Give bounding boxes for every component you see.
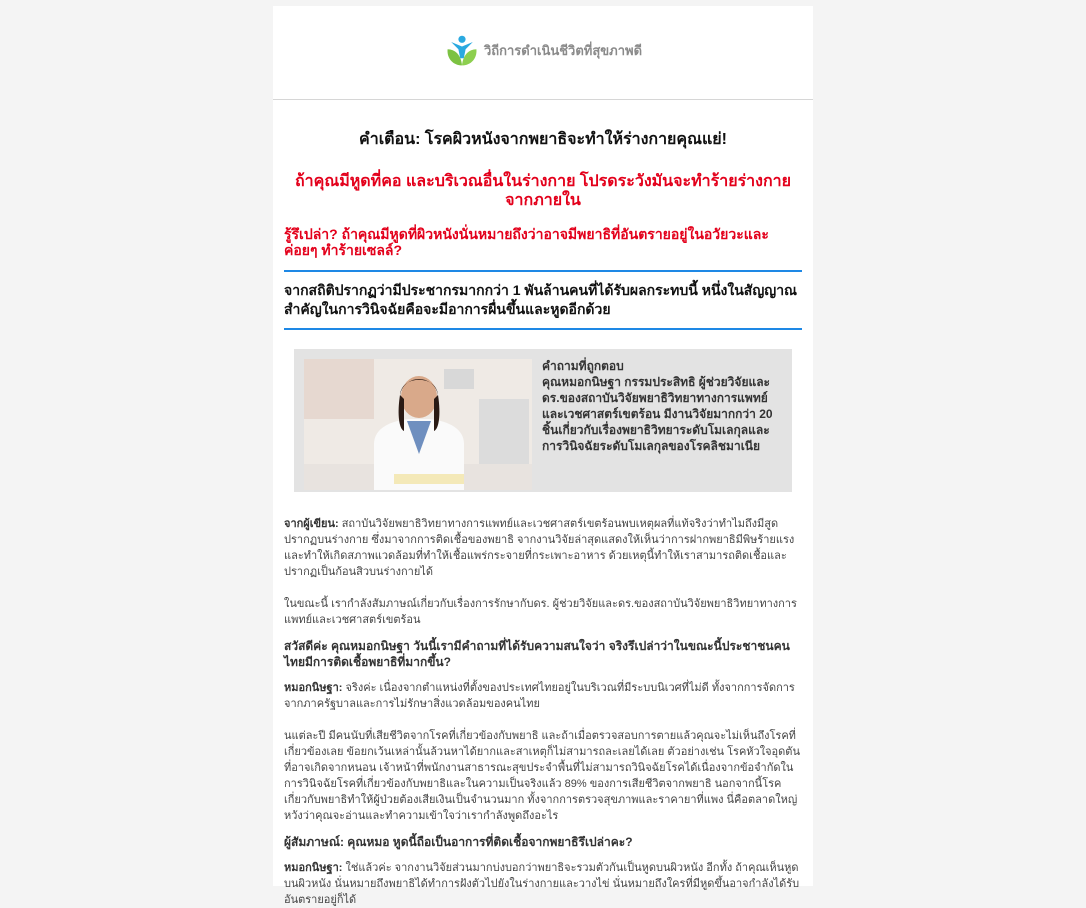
answer-2 — [284, 860, 802, 908]
author-label: จากผู้เขียน: — [284, 518, 339, 530]
red-subheadline: ถ้าคุณมีหูดที่คอ และบริเวณอื่นในร่างกาย โปรดระวังมันจะทำร้ายร่างกายจากภายใน — [294, 173, 792, 209]
doctor-photo — [304, 359, 532, 490]
answer-2-text: ใช่แล้วค่ะ จากงานวิจัยส่วนมากบ่งบอกว่าพยาธิจะรวมตัวกันเป็นหูดบนผิวหนัง อีกทั้ง ถ้าคุณเห็นหูดบนผิวหนัง นั่นหมายถึงพยาธิได้ทำการฝังตัวไปยังในร่างกายและวางไข่ นั่นหมายถึงใครที่มีหูดขึ้นอาจกำลังได้รับอันตรายอยู่ก็ได้ — [284, 862, 800, 906]
doctor-illustration-icon — [304, 359, 532, 490]
red-note: รู้รึเปล่า? ถ้าคุณมีหูดที่ผิวหนังนั่นหมายถึงว่าอาจมีพยาธิที่อันตรายอยู่ในอวัยวะและค่อยๆ ทำร้ายเซลล์? — [284, 226, 769, 258]
answer-1-text: จริงค่ะ เนื่องจากตำแหน่งที่ตั้งของประเทศไทยอยู่ในบริเวณที่มีระบบนิเวศที่ไม่ดี ทั้งจากการจัดการจากภาครัฐบาลและการไม่รักษาสิ่งแวดล้อมของคนไทย — [284, 682, 795, 710]
article-headline: คำเตือน: โรคผิวหนังจากพยาธิจะทำให้ร่างกายคุณแย่! — [359, 131, 727, 148]
expert-bio — [542, 358, 782, 482]
statistic-callout — [284, 270, 802, 330]
answer-2-label: หมอกนิษฐา: — [284, 862, 343, 874]
article-body — [273, 127, 813, 908]
article-page — [273, 6, 813, 906]
author-paragraph — [284, 516, 802, 580]
answer-1-label: หมอกนิษฐา: — [284, 682, 343, 694]
death-paragraph: นแต่ละปี มีคนนับที่เสียชีวิตจากโรคที่เกี่ยวข้องกับพยาธิ และถ้าเมื่อตรวจสอบการตายแล้วคุณจะไม่เห็นถึงโรคที่เกี่ยวข้องเลย ข้อยกเว้นเหล่านั้นล้วนหาได้ยากและสาเหตุก็ไม่สามารถละเลยได้เลย ตัวอย่างเช่น โรคหัวใจอุดตันที่อาจเกิดจากหนอน เจ้าหน้าที่พนักงานสาธารณะสุขประจำพื้นที่ไม่สามารถวินิจฉัยโรคได้เนื่องจากข้อจำกัดในการวินิจฉัยโรคที่เกี่ยวข้องกับพยาธิและในความเป็นจริงแล้ว 89% ของการเสียชีวิตจากพยาธิ นอกจากนี้โรคเกี่ยวกับพยาธิทำให้ผู้ป่วยต้องเสียเงินเป็นจำนวนมาก ทั้งจากการตรวจสุขภาพและราคายาที่แพง นี่คือตลาดใหญ่ หวังว่าคุณจะอ่านและทำความเข้าใจว่าเรากำลังพูดถึงอะไร — [284, 730, 800, 822]
statistic-text: จากสถิติปรากฏว่ามีประชากรมากกว่า 1 พันล้านคนที่ได้รับผลกระทบนี้ หนึ่งในสัญญาณสำคัญในการวินิจฉัยคือจะมีอาการผื่นขึ้นและหูดอีกด้วย — [284, 282, 798, 317]
site-header — [273, 6, 813, 100]
expert-card — [294, 349, 792, 492]
answer-1 — [284, 680, 802, 712]
expert-label: คำถามที่ถูกตอบ — [542, 359, 624, 373]
author-text: สถาบันวิจัยพยาธิวิทยาทางการแพทย์และเวชศาสตร์เขตร้อนพบเหตุผลที่แท้จริงว่าทำไมถึงมีสูดปรากฏบนร่างกาย ซึ่งมาจากการติดเชื้อของพยาธิ จากงานวิจัยล่าสุดแสดงให้เห็นว่าการฝากพยาธิมีพิษร้ายแรงและทำให้เกิดสภาพแวดล้อมที่ทำให้เชื้อแพร่กระจายที่กระเพาะอาหาร ด้วยเหตุนี้ทำให้เราสามารถติดเชื้อและปรากฏเป็นก้อนสิวบนร่างกายได้ — [284, 518, 795, 578]
logo-text: วิถีการดำเนินชีวิตที่สุขภาพดี — [483, 43, 643, 58]
question-1: สวัสดีค่ะ คุณหมอกนิษฐา วันนี้เรามีคำถามที่ได้รับความสนใจว่า จริงรึเปล่าว่าในขณะนี้ประชาชนคนไทยมีการติดเชื้อพยาธิที่มากขึ้น? — [284, 639, 790, 669]
expert-description: คุณหมอกนิษฐา กรรมประสิทธิ ผู้ช่วยวิจัยและดร.ของสถาบันวิจัยพยาธิวิทยาทางการแพทย์และเวชศาสตร์เขตร้อน มีงานวิจัยมากกว่า 20 ชิ้นเกี่ยวกับเรื่องพยาธิวิทยาระดับโมเลกุลและการวินิจฉัยระดับโมเลกุลของโรคลิชมาเนีย — [542, 375, 773, 453]
interview-intro: ในขณะนี้ เรากำลังสัมภาษณ์เกี่ยวกับเรื่องการรักษากับดร. ผู้ช่วยวิจัยและดร.ของสถาบันวิจัยพยาธิวิทยาทางการแพทย์และเวชศาสตร์เขตร้อน — [284, 598, 797, 626]
site-logo[interactable] — [444, 33, 642, 69]
question-2: ผู้สัมภาษณ์: คุณหมอ หูดนี้ถือเป็นอาการที่ติดเชื้อจากพยาธิรึเปล่าคะ? — [284, 835, 633, 849]
leaf-person-logo-icon — [444, 33, 480, 69]
